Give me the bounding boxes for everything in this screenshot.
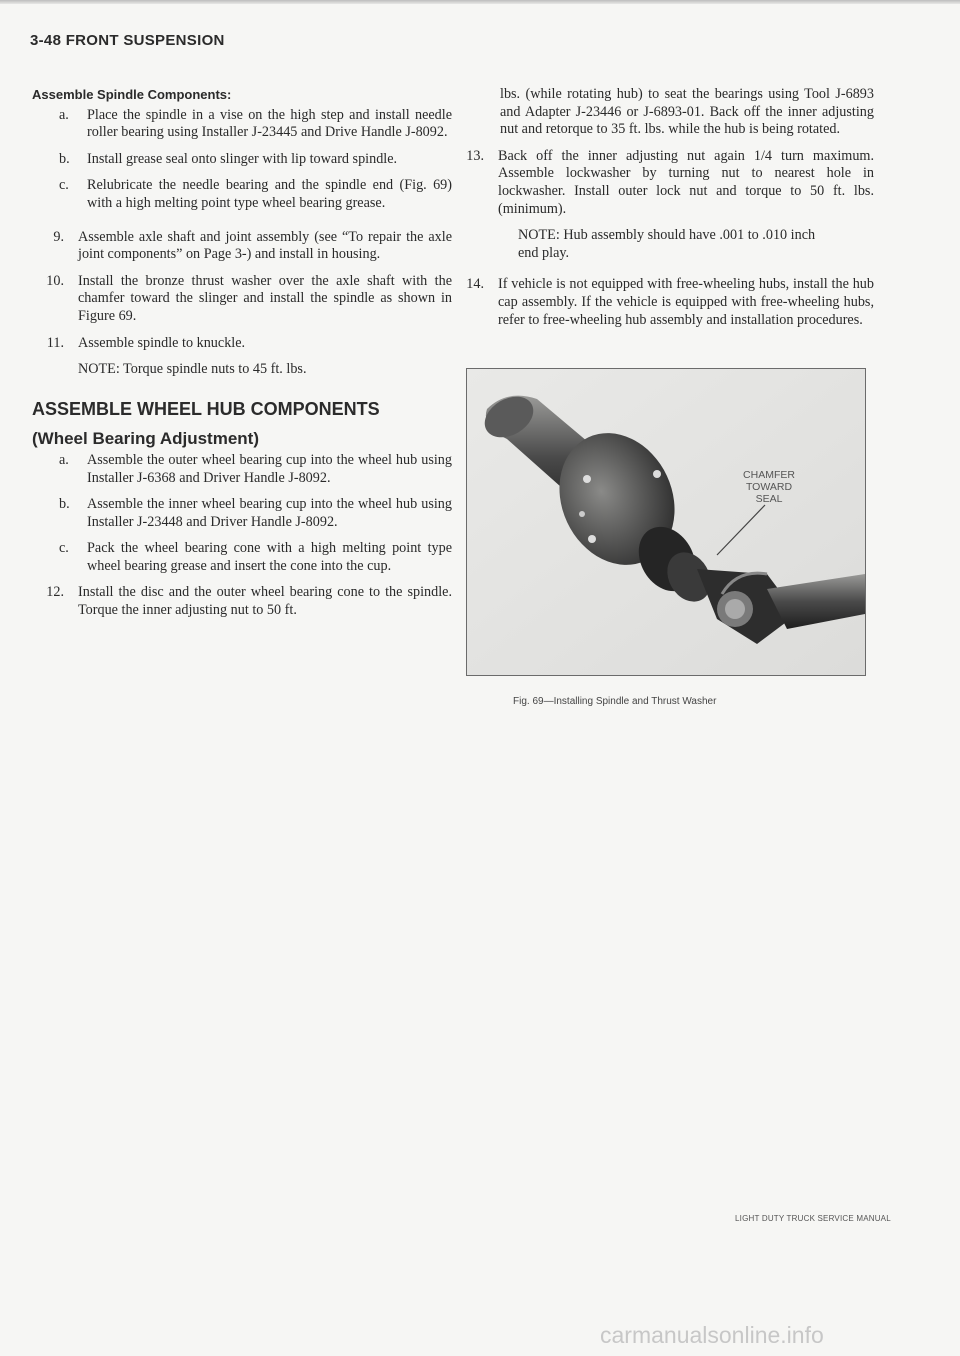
item-label: c.: [59, 177, 69, 194]
list-item: [32, 584, 452, 619]
watermark: carmanualsonline.info: [600, 1322, 824, 1348]
item-text: Pack the wheel bearing cone with a high melting point type wheel bearing grease and insert the cone into the cup.: [87, 540, 452, 574]
note-end-play: NOTE: Hub assembly should have .001 to .010 inch end play.: [518, 227, 816, 261]
item-label: 11.: [46, 334, 64, 351]
page-header: 3-48 FRONT SUSPENSION: [30, 32, 225, 49]
item-label: c.: [59, 540, 69, 557]
figure-69-photo: [466, 368, 866, 676]
item-label: 12.: [46, 584, 64, 601]
section-title: ASSEMBLE WHEEL HUB COMPONENTS: [32, 398, 380, 419]
continued-text: [466, 86, 874, 139]
item-text: Assemble spindle to knuckle.: [78, 334, 246, 351]
left-column: [32, 86, 452, 629]
item-label: a.: [59, 106, 69, 123]
figure-caption: Fig. 69—Installing Spindle and Thrust Washer: [513, 696, 717, 707]
list-item: [32, 540, 452, 575]
list-item: [452, 148, 874, 218]
subhead-assemble-spindle: Assemble Spindle Components:: [32, 87, 232, 102]
list-item: [32, 496, 452, 531]
section-subtitle: (Wheel Bearing Adjustment): [32, 429, 259, 449]
item-text: Relubricate the needle bearing and the spindle end (Fig. 69) with a high melting point type wheel bearing grease.: [87, 177, 452, 211]
item-label: 10.: [46, 272, 64, 289]
item-text: Assemble axle shaft and joint assembly (see “To repair the axle joint components” on Page 3-) and install in housing.: [78, 228, 452, 263]
callout-label: [734, 469, 804, 505]
item-text: If vehicle is not equipped with free-wheeling hubs, install the hub cap assembly. If the vehicle is equipped with free-wheeling hubs, refer to free-wheeling hub assembly and installation procedures.: [498, 276, 874, 328]
item-text: Install the bronze thrust washer over the axle shaft with the chamfer toward the slinger and install the spindle as shown in Figure 69.: [78, 272, 452, 324]
list-item: [32, 335, 452, 353]
top-rule: [0, 0, 960, 4]
callout-line: SEAL: [755, 493, 783, 505]
footer-manual-title: LIGHT DUTY TRUCK SERVICE MANUAL: [735, 1214, 891, 1223]
item-label: 13.: [466, 147, 484, 164]
note-torque-spindle: NOTE: Torque spindle nuts to 45 ft. lbs.: [78, 361, 307, 378]
spindle-illustration: [467, 369, 865, 675]
list-item: [32, 177, 452, 212]
item-text: Back off the inner adjusting nut again 1/4 turn maximum. Assemble lockwasher by turning nut to nearest hole in lockwasher. Install outer lock nut and torque to 50 ft. lbs. (minimum).: [498, 147, 874, 217]
item-text: Install grease seal onto slinger with lip toward spindle.: [87, 150, 398, 167]
list-item: [32, 229, 452, 264]
list-item: [32, 452, 452, 487]
callout-line: CHAMFER: [743, 469, 795, 481]
item-text: Place the spindle in a vise on the high step and install needle roller bearing using Installer J-23445 and Drive Handle J-8092.: [87, 106, 452, 141]
item-label: a.: [59, 451, 69, 468]
item-label: b.: [59, 150, 70, 167]
item-text: lbs. (while rotating hub) to seat the bearings using Tool J-6893 and Adapter J-23446 or J-6893-01. Back off the inner adjusting nut and retorque to 35 ft. lbs. while the hub is being rotated.: [500, 86, 874, 138]
item-text: Assemble the inner wheel bearing cup into the wheel hub using Installer J-23448 and Driver Handle J-8092.: [87, 496, 452, 530]
item-label: b.: [59, 496, 70, 513]
callout-line: TOWARD: [745, 481, 793, 493]
list-item: [452, 276, 874, 329]
list-item: [32, 107, 452, 142]
item-text: Assemble the outer wheel bearing cup into the wheel hub using Installer J-6368 and Driver Handle J-8092.: [87, 451, 452, 486]
item-text: Install the disc and the outer wheel bearing cone to the spindle. Torque the inner adjusting nut to 50 ft.: [78, 584, 452, 619]
right-column: [466, 86, 874, 338]
list-item: [32, 273, 452, 326]
item-label: 14.: [466, 276, 484, 293]
list-item: [32, 151, 452, 169]
item-label: 9.: [53, 228, 64, 245]
